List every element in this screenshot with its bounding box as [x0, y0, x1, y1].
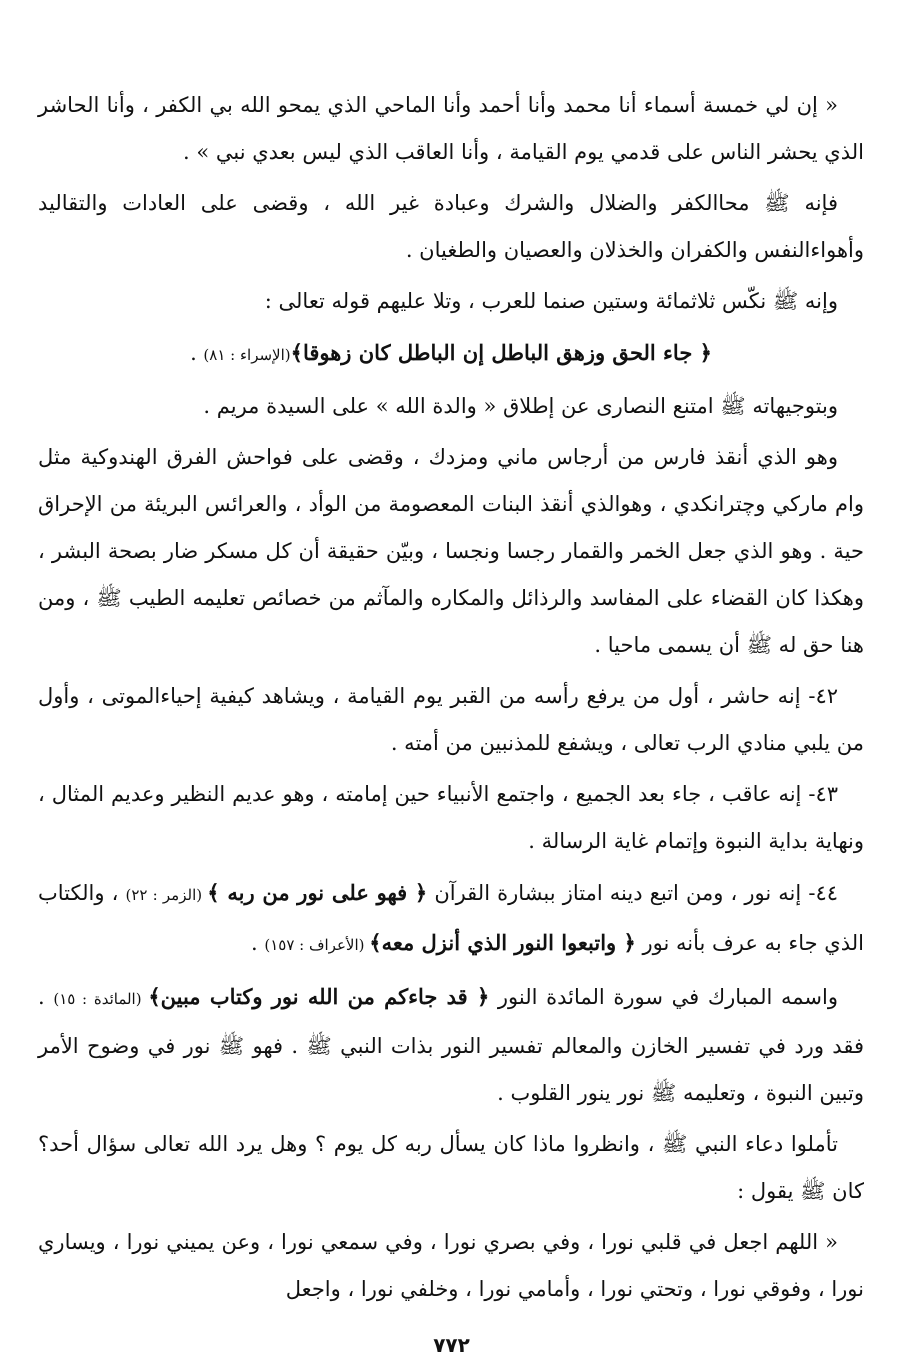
verse-reference: (الإسراء : ٨١) — [203, 346, 291, 364]
page-body — [38, 82, 864, 1317]
paragraph-christians: وبتوجيهاته ﷺ امتنع النصارى عن إطلاق « والدة الله » على السيدة مريم . — [203, 394, 838, 418]
text-segment: ٤٤- إنه نور ، ومن اتبع دينه امتاز ببشارة القرآن — [427, 881, 838, 905]
text-segment: ، والكتاب الذي جاء به عرف بأنه نور — [38, 881, 864, 955]
text-segment: . فقد ورد في تفسير الخازن والمعالم تفسير النور بذات النبي ﷺ . فهو ﷺ نور في وضوح الأمر وتبين النبوة ، وتعليمه ﷺ نور ينور القلوب . — [38, 985, 864, 1105]
paragraph-43-aqib: ٤٣- إنه عاقب ، جاء بعد الجميع ، واجتمع الأنبياء حين إمامته ، وهو عديم النظير وعديم المثال ، ونهاية بداية النبوة وإتمام غاية الرسالة . — [38, 782, 864, 853]
verse-reference: (الأعراف : ١٥٧) — [264, 936, 370, 954]
verse-reference: (الزمر : ٢٢) — [125, 886, 208, 904]
hadith-five-names: « إن لي خمسة أسماء أنا محمد وأنا أحمد وأنا الماحي الذي يمحو الله بي الكفر ، وأنا الحاشر الذي يحشر الناس على قدمي يوم القيامة ، وأنا العاقب الذي ليس بعدي نبي » . — [38, 93, 864, 164]
paragraph-maidah — [38, 973, 864, 1117]
paragraph-idols: وإنه ﷺ نكّس ثلاثمائة وستين صنما للعرب ، وتلا عليهم قوله تعالى : — [264, 289, 838, 313]
quran-verse-zumar: ﴿ فهو على نور من ربه ﴾ — [207, 880, 428, 905]
paragraph-persia: وهو الذي أنقذ فارس من أرجاس ماني ومزدك ، وقضى على فواحش الفرق الهندوكية مثل وام ماركي وچترانكدي ، وهوالذي أنقذ البنات المعصومة من الوأد ، والعرائس البريئة من الإحراق حية . وهو الذي جعل الخمر والقمار رجسا ونجسا ، وبيّن حقيقة أن كل مسكر ضار بصحة البشر ، وهكذا كان القضاء على المفاسد والرذائل والمكاره والمآثم من خصائص تعليمه الطيب ﷺ ، ومن هنا حق له ﷺ أن يسمى ماحيا . — [38, 445, 864, 657]
text-segment: واسمه المبارك في سورة المائدة النور — [489, 985, 838, 1009]
hadith-dua-nur: « اللهم اجعل في قلبي نورا ، وفي بصري نورا ، وفي سمعي نورا ، وعن يميني نورا ، ويساري نورا ، وفوقي نورا ، وتحتي نورا ، وأمامي نورا ، وخلفي نورا ، واجعل — [38, 1230, 864, 1301]
paragraph-42-hashir: ٤٢- إنه حاشر ، أول من يرفع رأسه من القبر يوم القيامة ، ويشاهد كيفية إحياءالموتى ، وأول من يلبي منادي الرب تعالى ، ويشفع للمذنبين من أمته . — [38, 684, 864, 755]
paragraph-44-nur — [38, 869, 864, 969]
quran-verse-maidah: ﴿ قد جاءكم من الله نور وكتاب مبين﴾ — [148, 984, 490, 1009]
quran-verse-text: ﴿ جاء الحق وزهق الباطل إن الباطل كان زهوقا﴾ — [290, 340, 712, 365]
paragraph-dua: تأملوا دعاء النبي ﷺ ، وانظروا ماذا كان يسأل ربه كل يوم ؟ وهل يرد الله تعالى سؤال أحد؟ كان ﷺ يقول : — [38, 1132, 864, 1203]
page-number: ٧٧٢ — [433, 1333, 470, 1357]
quran-verse-araf: ﴿ واتبعوا النور الذي أنزل معه﴾ — [369, 930, 636, 955]
text-segment: . — [250, 931, 265, 955]
verse-reference: (المائدة : ١٥) — [53, 990, 149, 1008]
quran-verse-isra — [38, 329, 864, 379]
paragraph-mahi: فإنه ﷺ محاالكفر والضلال والشرك وعبادة غير الله ، وقضى على العادات والتقاليد وأهواءالنفس والكفران والخذلان والعصيان والطغيان . — [38, 191, 864, 262]
verse-tail: . — [190, 341, 204, 365]
